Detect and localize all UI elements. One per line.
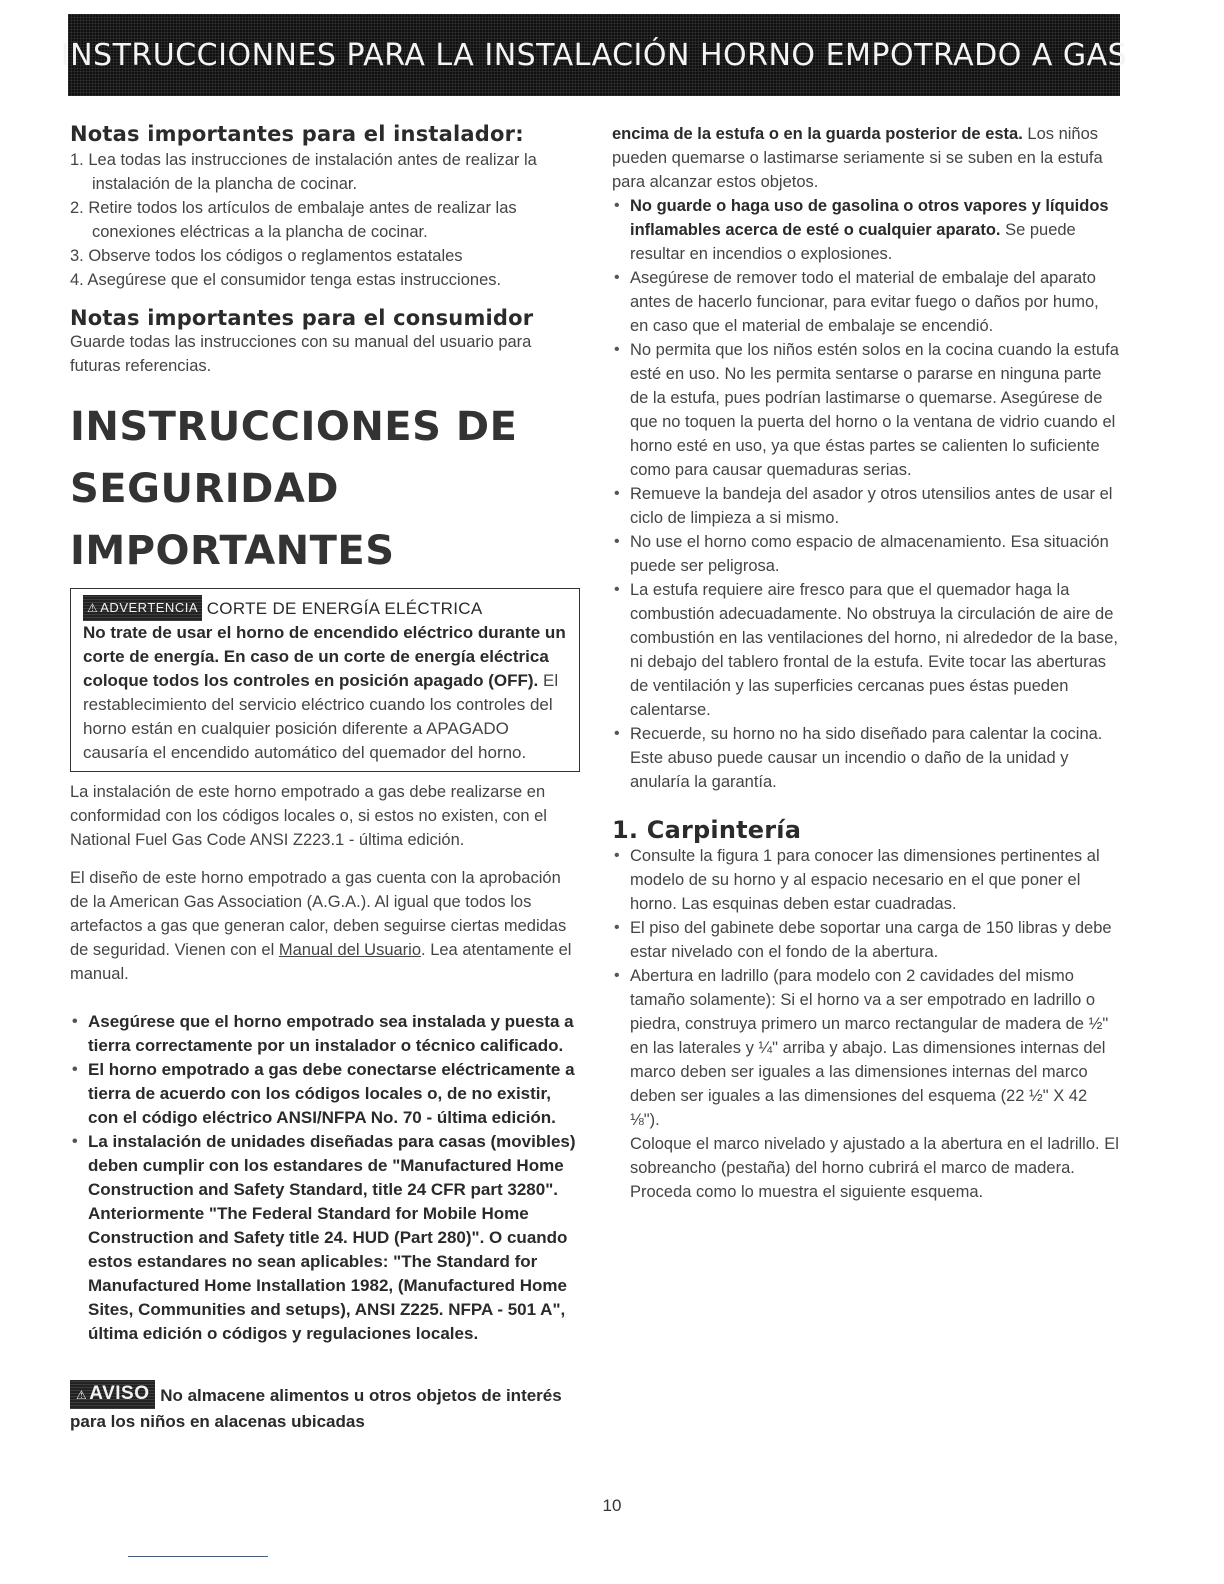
carpinteria-heading: 1. Carpintería <box>612 816 802 844</box>
list-item: • Abertura en ladrillo (para modelo con 2 cavidades del mismo tamaño solamente): Si el horno va a ser empotrado en ladrillo o piedra, construya primero un marco rectangular de madera de ½" en las laterales y ¼" arriba y abajo. Las dimensiones internas del marco deben ser iguales a las dimensiones internas del marco deben ser iguales a las dimensiones del esquema (22 ½" X 42 ⅛"). <box>612 964 1120 1132</box>
safety-title-line2: SEGURIDAD IMPORTANTES <box>70 466 395 574</box>
list-item: • Consulte la figura 1 para conocer las dimensiones pertinentes al modelo de su horno y al espacio necesario en el que poner el horno. Las esquinas deben estar cuadradas. <box>612 844 1120 916</box>
aviso-text: No almacene alimentos u otros objetos de interés para los niños en alacenas ubicadas <box>70 1386 562 1431</box>
list-item: • El piso del gabinete debe soportar una carga de 150 libras y debe estar nivelado con el fondo de la abertura. <box>612 916 1120 964</box>
aviso-tag: ⚠ AVISO <box>70 1380 155 1409</box>
warning-tag: ⚠ ADVERTENCIA <box>83 595 202 621</box>
list-item: • No permita que los niños estén solos en la cocina cuando la estufa esté en uso. No les permita sentarse o pararse en ninguna parte de la estufa, pues podrían lastimarse o quemarse. Asegúrese de que no toquen la puerta del horno o la ventana de vidrio cuando el horno esté en uso, ya que éstas partes se calienten lo suficiente como para causar quemaduras serias. <box>612 338 1120 482</box>
user-manual-link: Manual del Usuario <box>278 941 422 959</box>
list-item: 4. Asegúrese que el consumidor tenga estas instrucciones. <box>70 271 502 289</box>
list-item: 1. Lea todas las instrucciones de instalación antes de realizar la instalación de la plancha de cocinar. <box>70 151 537 193</box>
warning-triangle-icon: ⚠ <box>76 1388 88 1402</box>
power-outage-warning-box <box>70 588 580 772</box>
list-item: • El horno empotrado a gas debe conectarse eléctricamente a tierra de acuerdo con los códigos locales o, de no existir, con el código eléctrico ANSI/NFPA No. 70 - última edición. <box>70 1058 580 1130</box>
warning-triangle-icon: ⚠ <box>87 601 99 615</box>
list-item: • Asegúrese de remover todo el material de embalaje del aparato antes de hacerlo funcionar, para evitar fuego o daños por humo, en caso que el material de embalaje se encendió. <box>612 266 1120 338</box>
list-item: • No use el horno como espacio de almacenamiento. Esa situación puede ser peligrosa. <box>612 530 1120 578</box>
installation-bullets <box>70 1010 580 1346</box>
installer-notes-heading: Notas importantes para el instalador: <box>70 122 524 146</box>
consumer-notes-text: Guarde todas las instrucciones con su manual del usuario para futuras referencias. <box>70 333 532 375</box>
left-column <box>70 122 580 1435</box>
list-item: • Asegúrese que el horno empotrado sea instalada y puesta a tierra correctamente por un instalador o técnico calificado. <box>70 1010 580 1058</box>
installation-paragraph: La instalación de este horno empotrado a gas debe realizarse en conformidad con los códigos locales o, si estos no existen, con el National Fuel Gas Code ANSI Z223.1 - última edición. <box>70 783 547 849</box>
safety-bullets <box>612 194 1120 794</box>
aviso-notice <box>70 1380 580 1435</box>
list-item: • Remueve la bandeja del asador y otros utensilios antes de usar el ciclo de limpieza a si mismo. <box>612 482 1120 530</box>
list-item: • Recuerde, su horno no ha sido diseñado para calentar la cocina. Este abuso puede causar un incendio o daño de la unidad y anularía la garantía. <box>612 722 1120 794</box>
list-item: • La estufa requiere aire fresco para que el quemador haga la combustión adecuadamente. No obstruya la circulación de aire de combustión en las ventilaciones del horno, ni alrededor de la base, ni debajo del tablero frontal de la estufa. Evite tocar las aberturas de ventilación y las superficies cercanas pues éstas pueden calentarse. <box>612 578 1120 722</box>
list-item: 2. Retire todos los artículos de embalaje antes de realizar las conexiones eléctricas a la plancha de cocinar. <box>70 199 517 241</box>
design-paragraph: El diseño de este horno empotrado a gas cuenta con la aprobación de la American Gas Association (A.G.A.). Al igual que todos los artefactos a gas que generan calor, deben seguirse ciertas medidas de seguridad. Vienen con el Manual del Usuario. Lea atentamente el manual. <box>70 869 572 983</box>
warning-normal-text: El restablecimiento del servicio eléctrico cuando los controles del horno están en cualquier posición diferente a APAGADO causaría el encendido automático del quemador del horno. <box>83 671 559 762</box>
warning-heading: CORTE DE ENERGÍA ELÉCTRICA <box>206 599 483 618</box>
installer-notes-list <box>70 148 580 292</box>
carpinteria-after-text: Coloque el marco nivelado y ajustado a la abertura en el ladrillo. El sobreancho (pestaña) del horno cubrirá el marco de madera. Proceda como lo muestra el siguiente esquema. <box>630 1135 1119 1201</box>
safety-title-line1: INSTRUCCIONES DE <box>70 404 518 450</box>
list-item: 3. Observe todos los códigos o reglamentos estatales <box>70 247 463 265</box>
warning-bold-text: No trate de usar el horno de encendido eléctrico durante un corte de energía. En caso de un corte de energía eléctrica coloque todos los controles en posición apagado (OFF). <box>83 623 566 690</box>
right-column <box>612 122 1120 1204</box>
title-banner <box>60 14 1128 96</box>
footer-divider <box>128 1556 268 1557</box>
consumer-notes-heading: Notas importantes para el consumidor <box>70 306 534 330</box>
page-number: 10 <box>602 1496 622 1515</box>
aviso-continuation: encima de la estufa o en la guarda posterior de esta. Los niños pueden quemarse o lastimarse seriamente si se suben en la estufa para alcanzar estos objetos. <box>612 125 1103 191</box>
banner-title: INSTRUCCIONNES PARA LA INSTALACIÓN HORNO EMPOTRADO A GAS <box>60 37 1128 73</box>
list-item: • La instalación de unidades diseñadas para casas (movibles) deben cumplir con los estandares de "Manufactured Home Construction and Safety Standard, title 24 CFR part 3280". Anteriormente "The Federal Standard for Mobile Home Construction and Safety title 24. HUD (Part 280)". O cuando estos estandares no sean aplicables: "The Standard for Manufactured Home Installation 1982, (Manufactured Home Sites, Communities and setups), ANSI Z225. NFPA - 501 A", última edición o códigos y regulaciones locales. <box>70 1130 580 1346</box>
list-item: • No guarde o haga uso de gasolina o otros vapores y líquidos inflamables acerca de esté o cualquier aparato. Se puede resultar en incendios o explosiones. <box>612 194 1120 266</box>
safety-title <box>70 396 580 582</box>
carpinteria-bullets <box>612 844 1120 1132</box>
